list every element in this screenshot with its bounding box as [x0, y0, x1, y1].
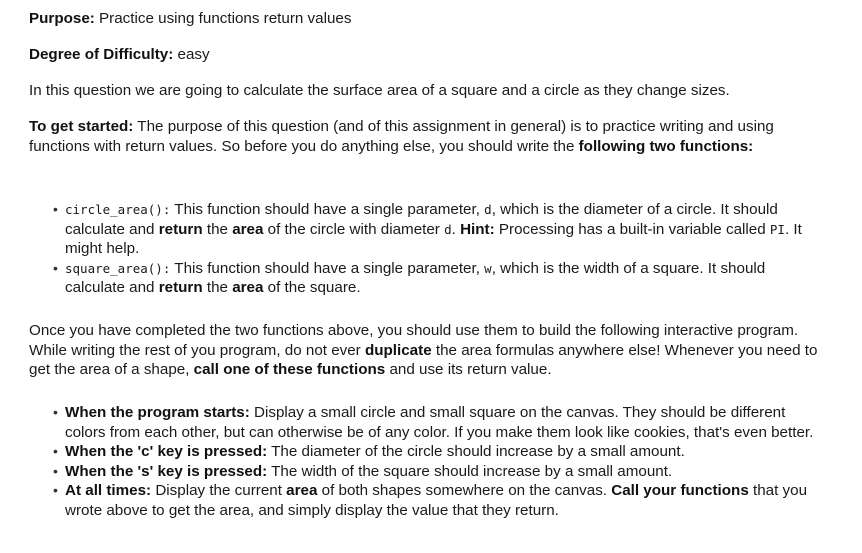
bold-area: area: [232, 220, 264, 238]
behaviors-list: [29, 403, 819, 520]
behavior-label: At all times:: [65, 482, 152, 499]
bold-area: area: [286, 482, 318, 499]
once-paragraph: [29, 321, 819, 380]
get-started-paragraph: [29, 117, 819, 156]
functions-list: [29, 200, 819, 298]
text-span: Processing has a built-in variable called: [494, 220, 770, 238]
purpose-text: Practice using functions return values: [94, 10, 352, 27]
list-item: [29, 442, 819, 462]
behavior-text: Display a small circle and small square on the canvas. They should be different colors from each other, but can otherwise be of any color. If you make them look like cookies, that's even better.: [65, 404, 814, 441]
behavior-label: When the program starts:: [65, 404, 250, 421]
text-span: This function should have a single parameter,: [170, 201, 485, 218]
bold-return: return: [158, 279, 203, 296]
behavior-text: that you wrote above to get the area, and simply display the value that they return.: [65, 482, 808, 519]
difficulty-label: Degree of Difficulty:: [29, 46, 174, 63]
list-item: [29, 481, 819, 520]
text-span: and use its return value.: [385, 361, 552, 378]
behavior-label: When the 'c' key is pressed:: [65, 443, 268, 460]
text-span: Once you have completed the two functions above, you should use them to build the following interactive program. While writing the rest of you program, do not ever: [29, 322, 799, 359]
get-started-bold-tail: following two functions:: [578, 137, 754, 155]
behavior-text: Display the current: [151, 482, 287, 499]
difficulty-line: [29, 45, 819, 65]
text-span: , which is the diameter of a circle. It should calculate and: [65, 201, 778, 238]
behavior-text: The diameter of the circle should increase by a small amount.: [267, 443, 685, 460]
list-item: [29, 403, 819, 442]
function-name-square: square_area():: [65, 260, 171, 276]
purpose-label: Purpose:: [29, 10, 95, 27]
intro-paragraph: In this question we are going to calculate the surface area of a square and a circle as they change sizes.: [29, 82, 730, 99]
pi-code: PI: [769, 221, 785, 237]
text-span: of the square.: [263, 279, 361, 296]
get-started-label: To get started:: [29, 118, 134, 135]
get-started-text: The purpose of this question (and of this assignment in general) is to practice writing and using functions with return values. So before you do anything else, you should write the: [29, 118, 774, 155]
param-code: d: [484, 202, 492, 217]
list-item: [29, 259, 819, 298]
behavior-text: The width of the square should increase by a small amount.: [267, 462, 673, 480]
bold-return: return: [158, 220, 203, 238]
text-span: of the circle with diameter: [263, 220, 445, 238]
purpose-line: [29, 9, 819, 29]
text-span: the area formulas anywhere else! Whenever you need to get the area of a shape,: [29, 341, 818, 378]
bold-hint: Hint:: [460, 220, 495, 238]
bold-call-functions: Call your functions: [611, 482, 749, 499]
bold-area: area: [232, 279, 264, 296]
text-span: the: [202, 220, 233, 238]
bold-duplicate: duplicate: [364, 341, 432, 359]
param-code: d: [444, 221, 452, 237]
text-span: This function should have a single parameter,: [170, 259, 485, 277]
behavior-text: of both shapes somewhere on the canvas.: [317, 482, 612, 499]
text-span: , which is the width of a square. It should calculate and: [65, 259, 766, 296]
list-item: [29, 200, 819, 259]
bold-call-functions: call one of these functions: [193, 361, 386, 378]
function-name-circle: circle_area():: [65, 202, 171, 217]
difficulty-text: easy: [173, 46, 210, 63]
param-code: w: [484, 260, 492, 276]
behavior-label: When the 's' key is pressed:: [65, 462, 268, 480]
text-span: .: [451, 220, 461, 238]
text-span: the: [202, 279, 233, 296]
list-item: [29, 462, 819, 482]
text-span: . It might help.: [65, 220, 802, 257]
